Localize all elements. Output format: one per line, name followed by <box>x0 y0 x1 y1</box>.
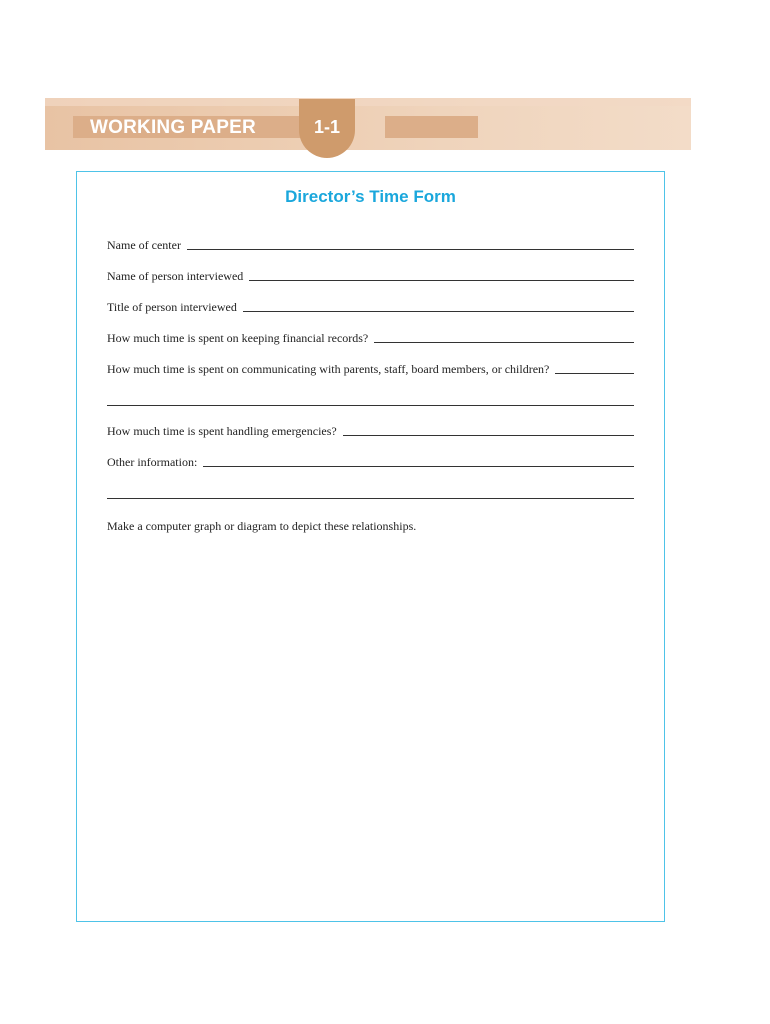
field-label: How much time is spent handling emergencies? <box>107 424 337 438</box>
answer-line[interactable] <box>374 341 634 343</box>
field-emergencies-time[interactable] <box>107 424 634 439</box>
answer-line[interactable] <box>107 498 634 499</box>
answer-line[interactable] <box>187 248 634 250</box>
answer-line[interactable] <box>249 279 634 281</box>
answer-line[interactable] <box>243 310 634 312</box>
answer-line[interactable] <box>107 405 634 406</box>
field-label: How much time is spent on keeping financial records? <box>107 331 369 345</box>
answer-line[interactable] <box>203 465 634 467</box>
working-paper-label: WORKING PAPER <box>90 117 256 138</box>
field-label: Other information: <box>107 455 198 469</box>
field-person-interviewed[interactable] <box>107 269 634 284</box>
field-label: Name of person interviewed <box>107 269 244 283</box>
field-other-information[interactable] <box>107 455 634 470</box>
field-label: Title of person interviewed <box>107 300 237 314</box>
field-communicating-time[interactable] <box>107 362 634 377</box>
answer-line[interactable] <box>555 372 634 374</box>
field-name-of-center[interactable] <box>107 238 634 253</box>
form-title: Director’s Time Form <box>285 187 456 206</box>
banner-strip <box>385 116 478 138</box>
answer-line[interactable] <box>343 434 634 436</box>
field-label: Name of center <box>107 238 181 252</box>
field-label: How much time is spent on communicating with parents, staff, board members, or children? <box>107 362 550 376</box>
field-title-of-person[interactable] <box>107 300 634 315</box>
banner-highlight <box>45 98 691 106</box>
working-paper-number: 1-1 <box>313 117 340 137</box>
field-financial-records-time[interactable] <box>107 331 634 346</box>
instruction-text: Make a computer graph or diagram to depict these relationships. <box>107 519 417 533</box>
